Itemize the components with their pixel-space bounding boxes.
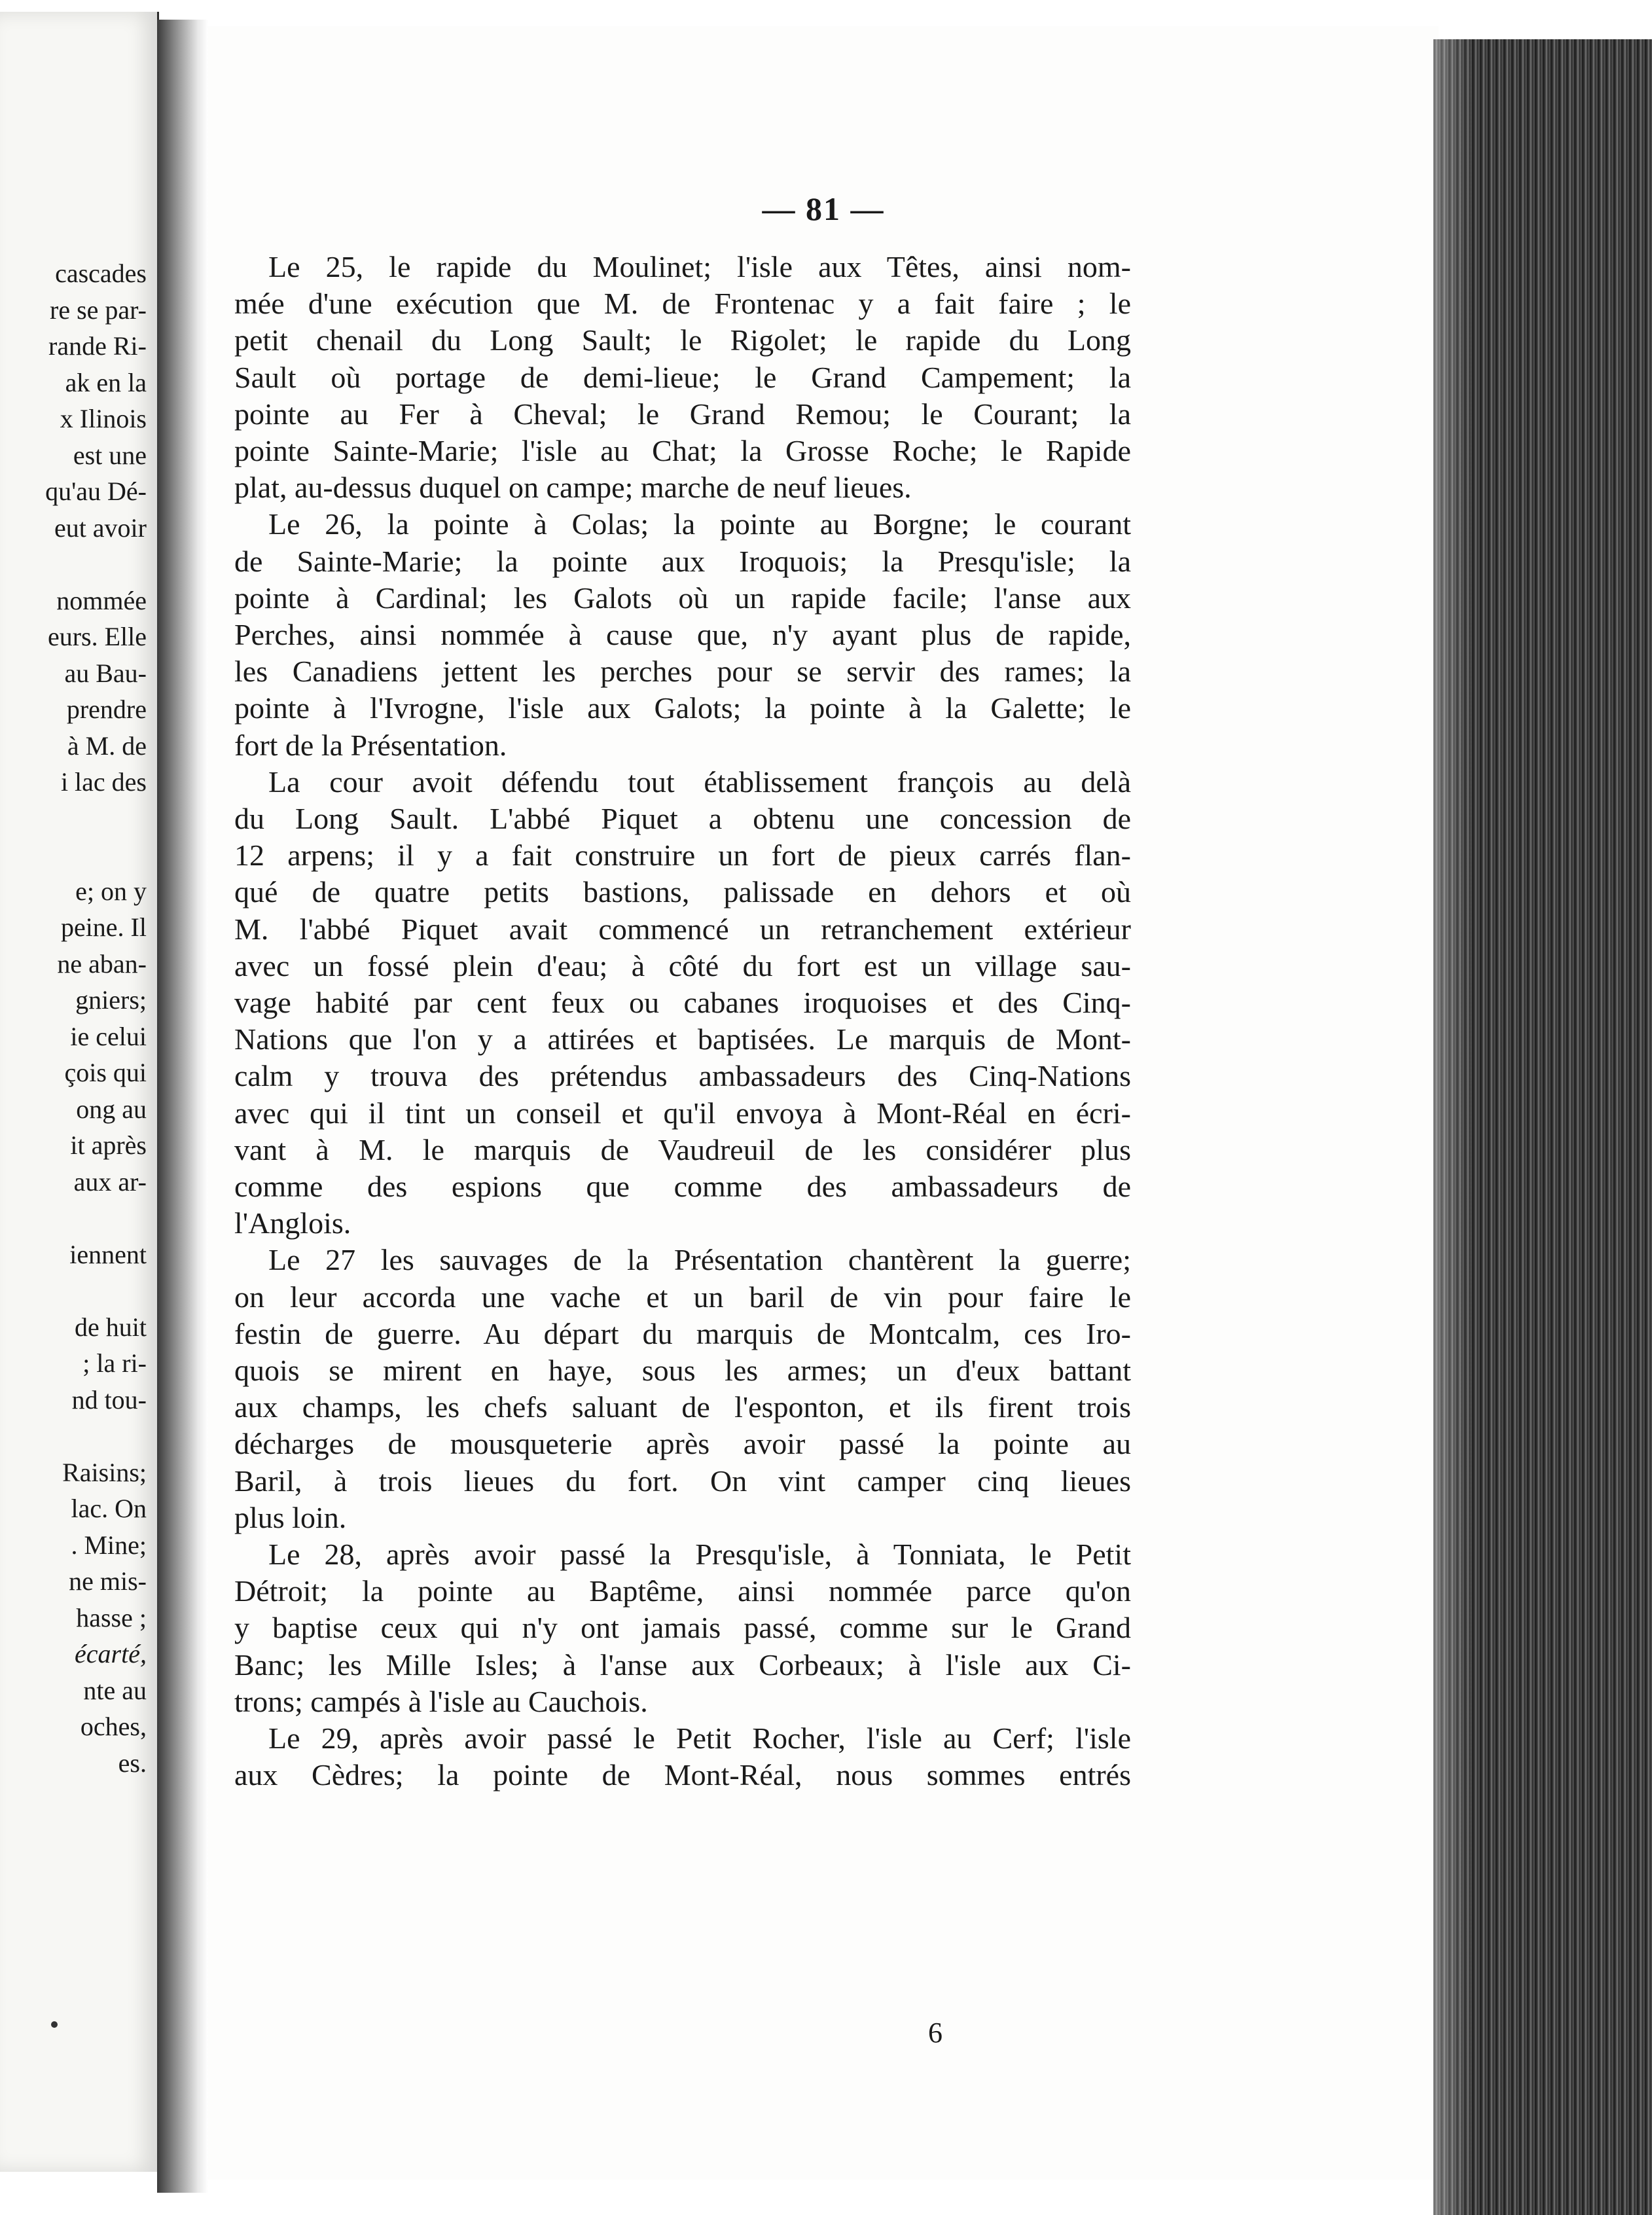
- left-page-line: au Bau-: [64, 658, 147, 688]
- text-line: les Canadiens jettent les perches pour se servir des rames; la: [234, 655, 1131, 689]
- left-page-line: peine. Il: [60, 912, 147, 942]
- text-line: Le 25, le rapide du Moulinet; l'isle aux Têtes, ainsi nom-: [268, 250, 1131, 283]
- text-line: l'Anglois.: [234, 1206, 351, 1240]
- text-line: comme des espions que comme des ambassadeurs de: [234, 1170, 1131, 1203]
- text-line: avec qui il tint un conseil et qu'il envoya à Mont-Réal en écri-: [234, 1096, 1131, 1130]
- text-line: M. l'abbé Piquet avait commencé un retranchement extérieur: [234, 912, 1131, 946]
- left-page-line: iennent: [69, 1239, 147, 1269]
- left-page-line: it après: [70, 1130, 147, 1160]
- text-line: aux Cèdres; la pointe de Mont-Réal, nous sommes entrés: [234, 1758, 1131, 1792]
- text-line: Banc; les Mille Isles; à l'anse aux Corbeaux; à l'isle aux Ci-: [234, 1648, 1131, 1682]
- text-line: Sault où portage de demi-lieue; le Grand Campement; la: [234, 360, 1131, 394]
- left-page-line: ak en la: [65, 367, 147, 397]
- left-page-line: eurs. Elle: [47, 622, 147, 651]
- signature-mark: 6: [928, 2017, 943, 2049]
- text-line: de Sainte-Marie; la pointe aux Iroquois; la Presqu'isle; la: [234, 544, 1131, 578]
- left-page-line: nd tou-: [71, 1384, 147, 1414]
- left-page-line: ie celui: [70, 1021, 147, 1051]
- text-line: on leur accorda une vache et un baril de vin pour faire le: [234, 1280, 1131, 1314]
- text-line: vant à M. le marquis de Vaudreuil de les considérer plus: [234, 1132, 1131, 1166]
- left-page-line: ne aban-: [57, 948, 147, 979]
- left-page-line: i lac des: [60, 767, 147, 797]
- text-line: La cour avoit défendu tout établissement françois au delà: [268, 765, 1131, 799]
- book-gutter: [157, 20, 208, 2193]
- left-page-line: Raisins;: [62, 1457, 147, 1487]
- text-line: fort de la Présentation.: [234, 728, 507, 762]
- text-line: pointe à Cardinal; les Galots où un rapide facile; l'anse aux: [234, 581, 1131, 615]
- left-page-line: ong au: [76, 1094, 147, 1124]
- left-page-line: hasse ;: [76, 1602, 147, 1632]
- left-page-line: oches,: [80, 1712, 147, 1741]
- text-line: décharges de mousqueterie après avoir passé la pointe au: [234, 1427, 1131, 1461]
- text-line: pointe Sainte-Marie; l'isle au Chat; la Grosse Roche; le Rapide: [234, 434, 1131, 467]
- left-page-line: e; on y: [75, 876, 147, 906]
- left-page-line: ne mis-: [69, 1566, 147, 1596]
- main-page: [208, 26, 1439, 2180]
- left-page-line: çois qui: [64, 1058, 147, 1087]
- text-line: y baptise ceux qui n'y ont jamais passé, comme sur le Grand: [234, 1611, 1131, 1645]
- text-line: vage habité par cent feux ou cabanes iroquoises et des Cinq-: [234, 986, 1131, 1019]
- page-number: — 81 —: [762, 190, 885, 227]
- text-line: festin de guerre. Au départ du marquis de Montcalm, ces Iro-: [234, 1316, 1131, 1350]
- left-page-line: qu'au Dé-: [45, 477, 147, 506]
- left-page-line: rande Ri-: [48, 331, 147, 361]
- text-line: petit chenail du Long Sault; le Rigolet; le rapide du Long: [234, 323, 1131, 357]
- text-line: Le 27 les sauvages de la Présentation chantèrent la guerre;: [268, 1243, 1131, 1277]
- text-line: Nations que l'on y a attirées et baptisées. Le marquis de Mont-: [234, 1022, 1131, 1056]
- text-line: plus loin.: [234, 1500, 347, 1534]
- left-page-line: x Ilinois: [60, 404, 147, 433]
- text-line: Détroit; la pointe au Baptême, ainsi nommée parce qu'on: [234, 1574, 1131, 1608]
- text-line: mée d'une exécution que M. de Frontenac y a fait faire ; le: [234, 287, 1131, 321]
- left-page-line: écarté,: [75, 1639, 147, 1668]
- text-line: Le 26, la pointe à Colas; la pointe au Borgne; le courant: [268, 507, 1131, 541]
- left-page-line: re se par-: [50, 295, 147, 325]
- left-page-line: gniers;: [75, 985, 147, 1015]
- ink-speck: [51, 2021, 58, 2028]
- text-line: quois se mirent en haye, sous les armes; un d'eux battant: [234, 1354, 1131, 1387]
- left-facing-page: [0, 12, 159, 2172]
- left-page-line: es.: [118, 1748, 147, 1778]
- text-line: aux champs, les chefs saluant de l'esponton, et ils firent trois: [234, 1390, 1131, 1424]
- text-line: pointe au Fer à Cheval; le Grand Remou; le Courant; la: [234, 397, 1131, 431]
- text-line: pointe à l'Ivrogne, l'isle aux Galots; la pointe à la Galette; le: [234, 691, 1131, 725]
- left-page-line: prendre: [66, 694, 147, 724]
- left-page-line: ; la ri-: [82, 1348, 147, 1378]
- text-line: trons; campés à l'isle au Cauchois.: [234, 1684, 648, 1718]
- left-page-line: nte au: [83, 1675, 147, 1705]
- text-line: calm y trouva des prétendus ambassadeurs des Cinq-Nations: [234, 1059, 1131, 1093]
- text-line: avec un fossé plein d'eau; à côté du fort est un village sau-: [234, 948, 1131, 982]
- left-page-line: nommée: [56, 585, 147, 615]
- left-page-line: aux ar-: [73, 1166, 147, 1197]
- text-line: qué de quatre petits bastions, palissade en dehors et où: [234, 875, 1131, 909]
- left-page-line: est une: [73, 440, 147, 470]
- left-page-line: à M. de: [67, 730, 147, 761]
- left-page-line: cascades: [55, 259, 147, 288]
- text-line: 12 arpens; il y a fait construire un fort de pieux carrés flan-: [234, 838, 1131, 873]
- text-line: Le 29, après avoir passé le Petit Rocher, l'isle au Cerf; l'isle: [268, 1721, 1131, 1755]
- text-line: Le 28, après avoir passé la Presqu'isle, à Tonniata, le Petit: [268, 1538, 1131, 1571]
- text-line: Perches, ainsi nommée à cause que, n'y ayant plus de rapide,: [234, 618, 1131, 651]
- text-line: Baril, à trois lieues du fort. On vint camper cinq lieues: [234, 1464, 1131, 1498]
- left-page-line: de huit: [75, 1312, 147, 1342]
- left-page-line: . Mine;: [71, 1530, 147, 1560]
- left-page-line: eut avoir: [54, 513, 147, 543]
- text-line: plat, au-dessus duquel on campe; marche de neuf lieues.: [234, 471, 912, 505]
- left-page-line: lac. On: [71, 1494, 147, 1523]
- fore-edge-highlight: [1433, 39, 1473, 2215]
- text-line: du Long Sault. L'abbé Piquet a obtenu une concession de: [234, 802, 1131, 835]
